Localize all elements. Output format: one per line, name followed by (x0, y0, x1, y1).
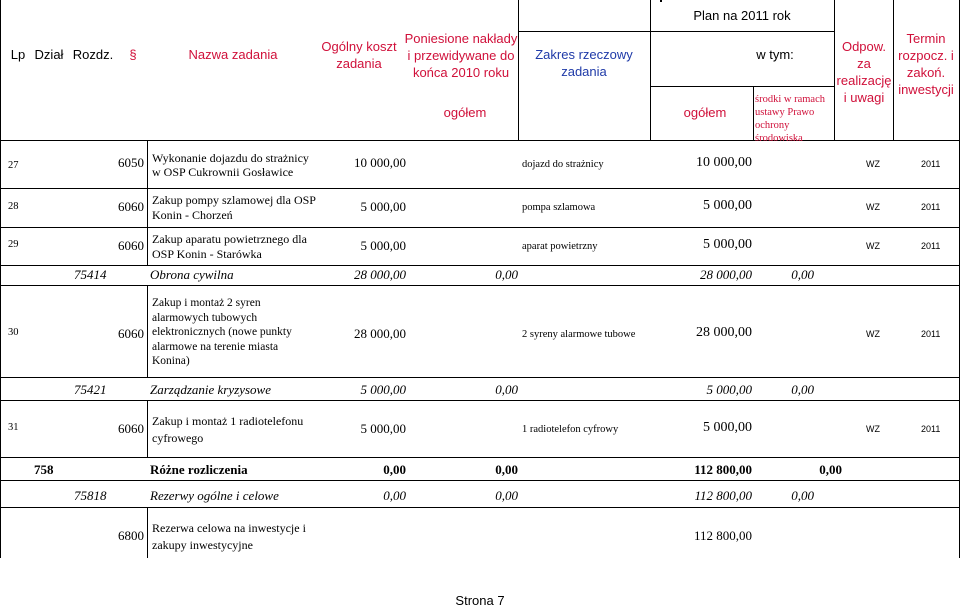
col-srodki-line3: ochrony środowiska (755, 120, 803, 144)
row-paragraf: 6060 (118, 199, 144, 214)
row-odp: WZ (866, 241, 880, 251)
col-dzial: Dział (34, 47, 64, 62)
row-termin: 2011 (921, 241, 941, 251)
row-name (152, 151, 309, 179)
row-zakres: dojazd do strażnicy (522, 159, 604, 170)
row-name (152, 413, 303, 447)
row-name (152, 296, 292, 369)
row-srodki: 0,00 (791, 382, 814, 397)
row-plan: 10 000,00 (696, 155, 752, 170)
row-lp: 28 (8, 201, 19, 212)
col-plan: Plan na 2011 rok (693, 8, 791, 23)
row-srodki: 0,00 (791, 267, 814, 282)
row-lp: 31 (8, 422, 19, 433)
col-termin-line1: Termin (906, 31, 946, 46)
row-plan: 112 800,00 (693, 528, 752, 543)
row-zakres: 1 radiotelefon cyfrowy (522, 424, 619, 435)
row-rozdz: 75421 (74, 382, 107, 397)
row-zakres: 2 syreny alarmowe tubowe (522, 329, 636, 340)
row-termin: 2011 (921, 202, 941, 212)
row-termin: 2011 (921, 424, 941, 434)
row-plan: 28 000,00 (700, 267, 752, 282)
row-lp: 27 (8, 160, 19, 171)
row-plan: 5 000,00 (703, 237, 752, 252)
row-paragraf: 6800 (118, 528, 144, 543)
row-plan: 5 000,00 (706, 382, 752, 397)
row-termin: 2011 (921, 159, 941, 169)
row-naklady: 0,00 (495, 462, 518, 477)
row-koszt: 10 000,00 (354, 155, 406, 170)
row-srodki: 0,00 (791, 488, 814, 503)
row-name (152, 232, 307, 262)
row-koszt: 0,00 (383, 488, 406, 503)
row-paragraf: 6060 (118, 238, 144, 253)
col-termin-line3: zakoń. (906, 65, 946, 80)
row-plan: 28 000,00 (696, 325, 752, 340)
col-odpow-line1: Odpow. za (841, 39, 887, 71)
row-name-line1: Zakup i montaż 2 syren (152, 297, 261, 309)
row-name: Obrona cywilna (150, 267, 234, 282)
row-paragraf: 6060 (118, 326, 144, 341)
row-rozdz: 75818 (74, 488, 107, 503)
col-odpow-line2: realizację (836, 73, 892, 88)
row-koszt: 5 000,00 (360, 238, 406, 253)
row-odp: WZ (866, 424, 880, 434)
col-termin (894, 30, 958, 98)
row-name-line2: Konin - Chorzeń (152, 208, 233, 222)
row-plan: 112 800,00 (694, 488, 752, 503)
row-rozdz: 75414 (74, 267, 107, 282)
row-koszt: 5 000,00 (360, 382, 406, 397)
page-number: Strona 7 (455, 593, 505, 608)
col-ogolem-2: ogółem (683, 105, 727, 120)
row-odp: WZ (866, 202, 880, 212)
row-koszt: 0,00 (383, 462, 406, 477)
row-name-line2: alarmowych tubowych (152, 311, 258, 324)
row-srodki: 0,00 (819, 462, 842, 477)
row-naklady: 0,00 (495, 488, 518, 503)
row-termin: 2011 (921, 329, 941, 339)
col-lp: Lp (10, 47, 26, 62)
col-termin-line2: rozpocz. i (898, 48, 954, 63)
row-rozdz: 6050 (118, 155, 144, 170)
col-koszt-line1: Ogólny koszt (321, 39, 397, 54)
row-paragraf: 6060 (118, 421, 144, 436)
row-name-line1: Zakup pompy szlamowej dla OSP (152, 193, 316, 207)
row-naklady: 0,00 (495, 382, 518, 397)
row-name-line1: Wykonanie dojazdu do strażnicy (152, 151, 309, 165)
row-name-line2: zakupy inwestycyjne (152, 538, 253, 552)
col-koszt-line2: zadania (336, 56, 382, 71)
row-name: Zarządzanie kryzysowe (150, 382, 271, 397)
col-ogolem-1: ogółem (443, 105, 487, 120)
col-naklady-line2: i przewidywane do (407, 48, 515, 63)
row-lp: 30 (8, 327, 19, 338)
col-srodki-line2: ustawy Prawo (755, 107, 815, 118)
row-name-line2: cyfrowego (152, 431, 204, 445)
row-name: Różne rozliczenia (150, 462, 248, 477)
row-name-line4: alarmowe na terenie miasta (152, 340, 279, 353)
row-name-line3: elektronicznych (nowe punkty (152, 326, 292, 339)
col-termin-line4: inwestycji (898, 82, 954, 97)
row-name (152, 520, 306, 554)
col-w-tym: w tym: (756, 47, 794, 62)
col-naklady-line1: Poniesione nakłady (404, 31, 518, 46)
row-naklady: 0,00 (495, 267, 518, 282)
col-srodki (755, 93, 835, 145)
row-koszt: 5 000,00 (360, 199, 406, 214)
row-zakres: pompa szlamowa (522, 202, 596, 213)
row-name (152, 193, 316, 223)
row-name-line2: OSP Konin - Starówka (152, 247, 262, 261)
row-name-line1: Zakup i montaż 1 radiotelefonu (152, 414, 304, 428)
row-name-line5: Konina) (152, 355, 190, 368)
row-name-line2: w OSP Cukrownii Gosławice (152, 165, 294, 179)
col-naklady-line3: końca 2010 roku (412, 65, 510, 80)
row-lp: 29 (8, 239, 19, 250)
col-paragraf: § (129, 47, 137, 62)
col-odpow (836, 38, 892, 106)
col-zakres: Zakres rzeczowy zadania (535, 47, 633, 79)
row-plan: 5 000,00 (703, 420, 752, 435)
row-plan: 112 800,00 (694, 462, 752, 477)
row-name-line1: Zakup aparatu powietrznego dla (152, 232, 307, 246)
row-odp: WZ (866, 159, 880, 169)
row-koszt: 28 000,00 (354, 326, 406, 341)
col-odpow-line3: i uwagi (843, 90, 885, 105)
row-plan: 5 000,00 (703, 198, 752, 213)
row-name: Rezerwy ogólne i celowe (150, 488, 279, 503)
row-name-line1: Rezerwa celowa na inwestycje i (152, 521, 306, 535)
col-nazwa: Nazwa zadania (188, 47, 278, 62)
col-rozdz: Rozdz. (72, 47, 114, 62)
col-srodki-line1: środki w ramach (755, 94, 825, 105)
col-koszt (312, 38, 406, 72)
row-koszt: 28 000,00 (354, 267, 406, 282)
row-zakres: aparat powietrzny (522, 241, 598, 252)
col-naklady (404, 30, 518, 81)
row-dzial: 758 (34, 462, 54, 477)
row-odp: WZ (866, 329, 880, 339)
row-koszt: 5 000,00 (360, 421, 406, 436)
